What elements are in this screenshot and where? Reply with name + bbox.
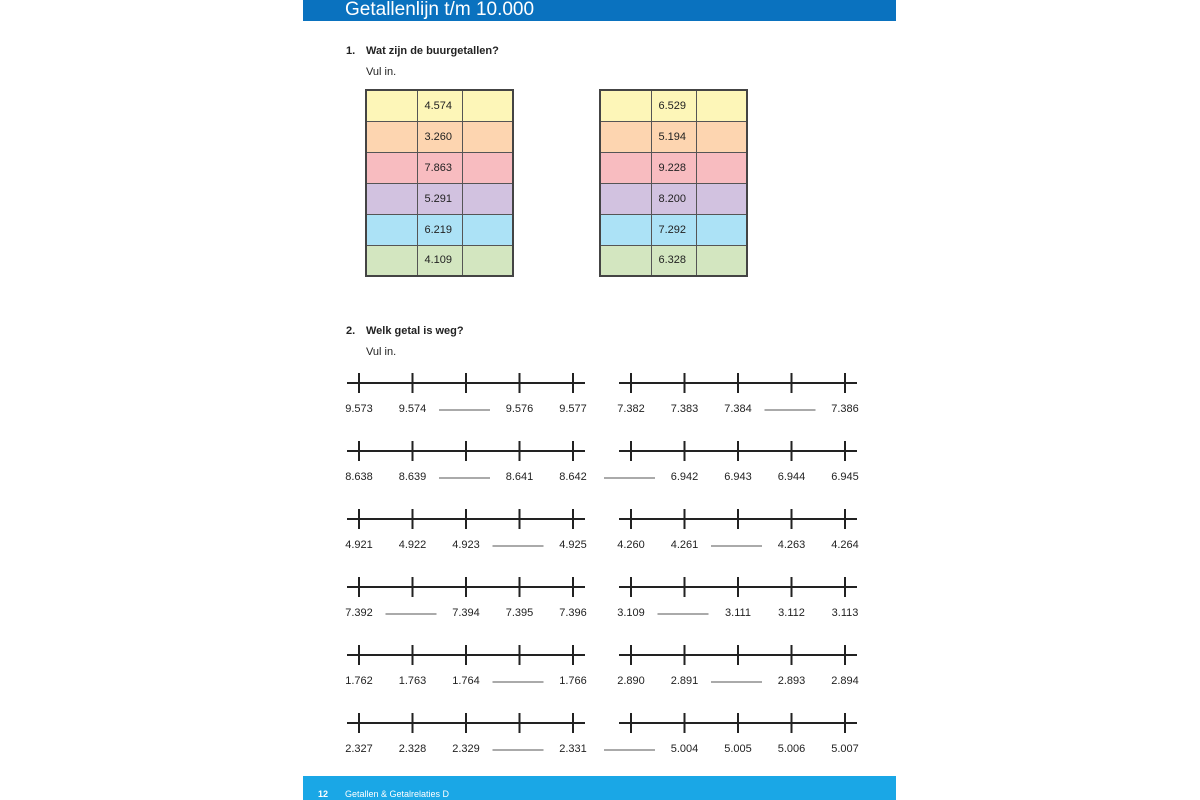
footer-bar <box>303 776 896 800</box>
tick-label: 9.573 <box>345 403 373 415</box>
tick-label: 2.893 <box>777 675 806 687</box>
question-2-instruction: Vul in. <box>366 346 397 358</box>
page-number: 12 <box>318 789 329 799</box>
tick-label: 7.386 <box>831 403 859 415</box>
tick-label: 8.639 <box>398 471 427 483</box>
question-2-title: Welk getal is weg? <box>366 325 464 337</box>
tick-label: 9.576 <box>505 403 534 415</box>
tick-label: 8.641 <box>505 471 534 483</box>
given-number: 6.529 <box>651 90 696 121</box>
number-line-left-6 <box>345 713 587 755</box>
tick-label: 5.007 <box>831 743 859 755</box>
number-line-right-1 <box>617 373 859 415</box>
number-line-left-1 <box>345 373 587 415</box>
number-line-right-3 <box>617 509 859 551</box>
given-number: 5.291 <box>417 183 462 214</box>
tick-label: 4.264 <box>831 539 859 551</box>
given-number: 6.219 <box>417 214 462 245</box>
tick-label: 3.111 <box>725 607 751 619</box>
tick-label: 5.005 <box>724 743 752 755</box>
given-number: 7.863 <box>417 152 462 183</box>
tick-label: 4.260 <box>617 539 645 551</box>
tick-label: 6.945 <box>831 471 859 483</box>
tick-label: 6.944 <box>777 471 806 483</box>
tick-label: 7.395 <box>505 607 534 619</box>
worksheet-page <box>303 0 896 800</box>
number-line-right-6 <box>604 713 859 755</box>
number-line-left-3 <box>345 509 587 551</box>
question-2-number: 2. <box>346 325 356 337</box>
given-number: 3.260 <box>417 121 462 152</box>
given-number: 8.200 <box>651 183 696 214</box>
tick-label: 4.925 <box>559 539 587 551</box>
given-number: 7.292 <box>651 214 696 245</box>
tick-label: 2.331 <box>559 743 587 755</box>
number-line-right-4 <box>617 577 858 619</box>
given-number: 6.328 <box>651 245 696 276</box>
tick-label: 4.921 <box>345 539 373 551</box>
tick-label: 4.922 <box>398 539 427 551</box>
tick-label: 5.006 <box>777 743 806 755</box>
tick-label: 2.328 <box>398 743 427 755</box>
tick-label: 2.891 <box>670 675 699 687</box>
tick-label: 2.327 <box>345 743 373 755</box>
tick-label: 4.263 <box>777 539 806 551</box>
given-number: 4.109 <box>417 245 462 276</box>
number-line-left-2 <box>345 441 587 483</box>
tick-label: 8.642 <box>559 471 587 483</box>
number-line-right-5 <box>617 645 859 687</box>
page-title: Getallenlijn t/m 10.000 <box>345 0 535 20</box>
tick-label: 4.923 <box>452 539 480 551</box>
tick-label: 8.638 <box>345 471 373 483</box>
tick-label: 2.329 <box>452 743 480 755</box>
number-line-left-4 <box>345 577 587 619</box>
tick-label: 4.261 <box>670 539 699 551</box>
tick-label: 7.392 <box>345 607 373 619</box>
tick-label: 7.383 <box>670 403 699 415</box>
footer-text: Getallen & Getalrelaties D <box>345 789 450 799</box>
tick-label: 1.763 <box>398 675 427 687</box>
tick-label: 3.112 <box>778 607 805 619</box>
given-number: 5.194 <box>651 121 696 152</box>
tick-label: 1.764 <box>452 675 480 687</box>
tick-label: 1.766 <box>559 675 587 687</box>
number-lines <box>303 0 896 776</box>
tick-label: 7.384 <box>724 403 752 415</box>
question-1-number: 1. <box>346 45 356 57</box>
tick-label: 5.004 <box>670 743 699 755</box>
tick-label: 9.577 <box>559 403 587 415</box>
given-number: 9.228 <box>651 152 696 183</box>
given-number: 4.574 <box>417 90 462 121</box>
question-1-title: Wat zijn de buurgetallen? <box>366 45 499 57</box>
tick-label: 1.762 <box>345 675 373 687</box>
number-line-right-2 <box>604 441 859 483</box>
tick-label: 2.894 <box>831 675 859 687</box>
number-line-left-5 <box>345 645 587 687</box>
tick-label: 2.890 <box>617 675 645 687</box>
tick-label: 3.113 <box>831 607 859 619</box>
tick-label: 9.574 <box>398 403 427 415</box>
tick-label: 7.394 <box>452 607 480 619</box>
tick-label: 6.942 <box>670 471 699 483</box>
tick-label: 6.943 <box>724 471 752 483</box>
tick-label: 7.382 <box>617 403 645 415</box>
question-1-instruction: Vul in. <box>366 66 397 78</box>
tick-label: 7.396 <box>559 607 587 619</box>
tick-label: 3.109 <box>617 607 645 619</box>
